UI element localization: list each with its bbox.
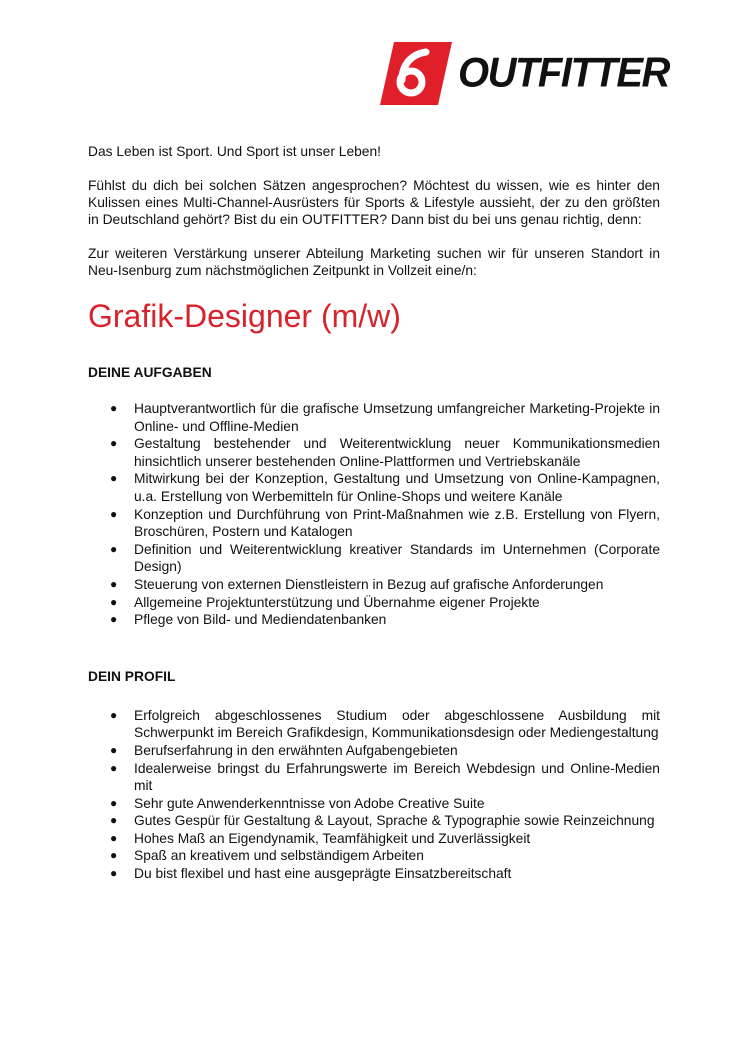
list-item-text: Erfolgreich abgeschlossenes Studium oder abgeschlossene Ausbildung mit Schwerpunkt im Bereich Grafikdesign, Kommunikationsdesign oder Mediengestaltung [134,707,660,741]
list-item-text: Sehr gute Anwenderkenntnisse von Adobe Creative Suite [134,795,485,811]
list-item-text: Gestaltung bestehender und Weiterentwicklung neuer Kommunikationsmedien hinsichtlich unserer bestehenden Online-Plattformen und Vertriebskanäle [134,436,660,469]
list-item [110,506,660,541]
bullet-icon: ● [110,436,118,451]
logo-wordmark: OUTFITTER [458,49,669,97]
list-item [110,594,660,612]
list-item-text: Spaß an kreativem und selbständigem Arbeiten [134,848,424,864]
list-item [110,541,660,576]
list-item [110,470,660,505]
bullet-icon: ● [110,760,118,775]
list-item-text: Hohes Maß an Eigendynamik, Teamfähigkeit und Zuverlässigkeit [134,830,531,846]
list-item-text: Steuerung von externen Dienstleistern in Bezug auf grafische Anforderungen [134,576,604,592]
bullet-icon: ● [110,813,118,828]
bullet-icon: ● [110,594,118,609]
list-item [110,830,660,848]
intro-question: Fühlst du dich bei solchen Sätzen angesprochen? Möchtest du wissen, wie es hinter den Kulissen eines Multi-Channel-Ausrüsters für Sports & Lifestyle aussieht, der zu den größten in Deutschland gehört? Bist du ein OUTFITTER? Dann bist du bei uns genau richtig, denn: [88,178,660,227]
bullet-icon: ● [110,541,118,556]
list-item-text: Gutes Gespür für Gestaltung & Layout, Sprache & Typographie sowie Reinzeichnung [134,813,655,829]
job-ad-body [88,143,660,883]
bullet-icon: ● [110,401,118,415]
list-item [110,865,660,883]
list-item [110,707,660,742]
list-item [110,742,660,760]
bullet-icon: ● [110,612,118,627]
bullet-icon: ● [110,707,118,722]
bullet-icon: ● [110,830,118,845]
list-item-text: Pflege von Bild- und Mediendatenbanken [134,612,387,628]
list-item-text: Hauptverantwortlich für die grafische Umsetzung umfangreicher Marketing-Projekte in Online- und Offline-Medien [134,401,660,434]
job-title: Grafik-Designer (m/w) [88,298,401,334]
list-item [110,795,660,813]
intro-search: Zur weiteren Verstärkung unserer Abteilung Marketing suchen wir für unseren Standort in Neu-Isenburg zum nächstmöglichen Zeitpunkt in Vollzeit eine/n: [88,246,660,278]
company-logo [380,42,669,105]
list-item [110,576,660,594]
bullet-icon: ● [110,742,118,757]
tasks-heading: DEINE AUFGABEN [88,365,212,380]
list-item-text: Du bist flexibel und hast eine ausgeprägte Einsatzbereitschaft [134,866,512,882]
bullet-icon: ● [110,506,118,521]
list-item-text: Idealerweise bringst du Erfahrungswerte im Bereich Webdesign und Online-Medien mit [134,760,660,794]
bullet-icon: ● [110,848,118,863]
profile-heading: DEIN PROFIL [88,668,176,684]
list-item [110,435,660,470]
intro-tagline: Das Leben ist Sport. Und Sport ist unser Leben! [88,144,381,159]
tasks-list [88,400,660,629]
list-item [110,812,660,830]
profile-list [88,707,660,883]
list-item-text: Allgemeine Projektunterstützung und Übernahme eigener Projekte [134,594,540,610]
list-item [110,847,660,865]
list-item-text: Konzeption und Durchführung von Print-Maßnahmen wie z.B. Erstellung von Flyern, Broschüren, Postern und Katalogen [134,506,660,540]
list-item-text: Berufserfahrung in den erwähnten Aufgabengebieten [134,742,458,758]
list-item [110,611,660,629]
list-item [110,400,660,435]
outfitter-logo-mark-icon [380,42,452,105]
bullet-icon: ● [110,866,118,881]
bullet-icon: ● [110,471,118,486]
list-item-text: Definition und Weiterentwicklung kreativer Standards im Unternehmen (Corporate Design) [134,541,660,575]
list-item-text: Mitwirkung bei der Konzeption, Gestaltung und Umsetzung von Online-Kampagnen, u.a. Erstellung von Werbemitteln für Online-Shops und weitere Kanäle [134,471,660,504]
list-item [110,760,660,795]
bullet-icon: ● [110,795,118,810]
bullet-icon: ● [110,576,118,591]
